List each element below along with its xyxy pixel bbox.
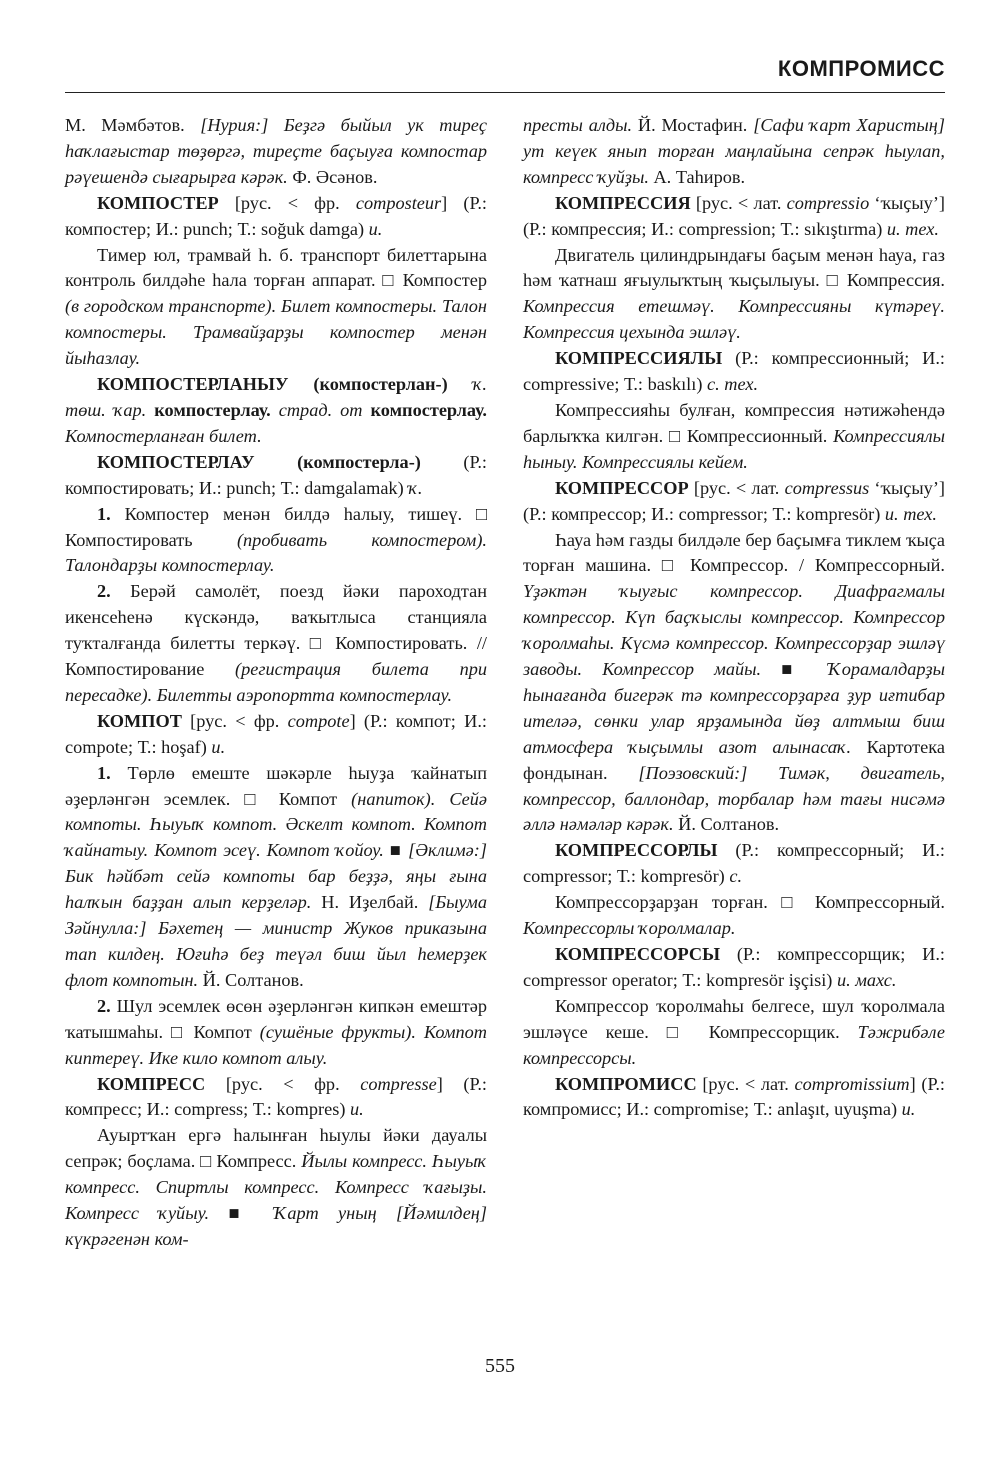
entry-paragraph: [65, 579, 487, 709]
text-run: (Р.: компостировать; И.: punch; Т.: damgalamak): [65, 451, 487, 498]
text-run: [рус. < лат.: [688, 477, 785, 498]
italic-text: compresse: [360, 1073, 437, 1094]
headword: КОМПРЕСС: [97, 1073, 206, 1094]
text-run: Компрессияһы булған, компрессия нәтижәһендә барлыҡҡа килгән. □ Компрессионный.: [523, 399, 945, 446]
headword: КОМПОСТЕР: [97, 192, 219, 213]
entry-paragraph: [523, 243, 945, 347]
italic-text: Компрессия етешмәү. Компрессияны күтәреү. Компрессия цехында эшләү.: [523, 296, 945, 343]
italic-text: ҡ.: [408, 477, 423, 498]
italic-text: Үҙәктән ҡыуғыс компрессор. Диафрагмалы компрессор. Күп баҫҡыслы компрессор. Компрессор ҡоролмаһы. Күсмә компрессор. Компрессорҙар эшләү заводы. Компрессор майы.: [523, 581, 945, 680]
italic-text: compressus: [784, 477, 870, 498]
text-run: ] (Р.: компот; И.: compote; Т.: hoşaf): [65, 710, 487, 757]
italic-text: престы алды.: [523, 115, 633, 135]
entry-paragraph: [523, 346, 945, 398]
text-run: М. Мәмбәтов.: [65, 115, 201, 135]
italic-text: Компрессиялы һыныу. Компрессиялы кейем.: [523, 425, 945, 472]
text-run: ] (Р.: компостер; И.: punch; Т.: soğuk damga): [65, 192, 487, 239]
italic-text: compromissium: [794, 1073, 910, 1094]
italic-text: compote: [287, 710, 350, 731]
text-run: (Р.: компрессорный; И.: compressor; Т.: kompresör): [523, 840, 945, 887]
italic-text: Компрессорлы ҡоролмалар.: [523, 918, 736, 939]
italic-text: с.: [729, 866, 743, 887]
headword: 2.: [97, 995, 117, 1016]
italic-text: и.: [211, 736, 226, 757]
italic-text: [Нурия:] Беҙгә быйыл ук тиреҫ һаҡлағыстар төҙөргә, тиреҫте баҫыуға компостар рәүешендә сығарырға кәрәк.: [65, 115, 487, 187]
entry-paragraph: [523, 476, 945, 528]
text-run: Й. Солтанов.: [198, 969, 304, 990]
italic-text: и.: [349, 1099, 364, 1120]
entry-paragraph: [523, 528, 945, 839]
headword: КОМПОСТЕРЛАУ (компостерла-): [97, 451, 421, 472]
text-run: Й. Солтанов.: [673, 814, 780, 835]
italic-text: Тәжрибәле компрессорсы.: [523, 1021, 945, 1068]
entry-paragraph: [523, 994, 945, 1072]
text-run: [рус. < лат.: [696, 1073, 795, 1094]
text-run: [рус. < фр.: [218, 192, 356, 213]
text-run: [рус. < лат.: [690, 192, 787, 213]
italic-text: и. махс.: [836, 969, 897, 990]
italic-text: и. тех.: [884, 503, 937, 524]
italic-text: Ҡарт уның [Йәмилдең] күкрәгенән ком-: [65, 1203, 487, 1249]
italic-text: Йылы компресс. Һыуыҡ компресс. Спиртлы компресс. Компресс ҡағыҙы. Компресс ҡуйыу.: [65, 1151, 487, 1224]
text-run: Ф. Әсәнов.: [287, 166, 378, 187]
text-run: Ауыртҡан ергә һалынған һыулы йәки дауалы сепрәк; боҫлама. □ Компресс.: [65, 1125, 487, 1172]
italic-text: страд. от: [278, 399, 371, 420]
headword: 2.: [97, 581, 131, 602]
text-run: Н. Иҙелбай.: [311, 892, 429, 913]
headword: КОМПРЕССОРСЫ: [555, 944, 721, 964]
headword: 1.: [97, 503, 125, 524]
text-run: ] (Р.: компресс; И.: compress; Т.: kompres): [65, 1073, 487, 1120]
italic-text: (сушёные фрукты). Компот киптереү. Ике кило компот алыу.: [65, 1021, 487, 1068]
entry-paragraph: [65, 761, 487, 994]
text-run: А. Таһиров.: [648, 166, 746, 187]
example-marker-icon: ■: [781, 659, 829, 680]
entry-paragraph: [523, 191, 945, 243]
italic-text: и. тех.: [886, 218, 939, 239]
headword: компостерлау.: [154, 399, 279, 420]
italic-text: ҡ. төш. ҡар.: [65, 374, 487, 420]
italic-text: и.: [901, 1099, 916, 1120]
text-run: Тимер юл, трамвай һ. б. транспорт билеттарына контроль билдәһе һала торған аппарат. □ Компостер: [65, 244, 487, 291]
text-run: [рус. < фр.: [181, 710, 288, 731]
example-marker-icon: ■: [228, 1203, 274, 1224]
italic-text: [Поэзовский:] Тимәк, двигатель, компрессор, баллондар, торбалар һәм тағы нисәмә әллә нәмәләр кәрәк.: [523, 762, 945, 835]
text-run: Компрессор ҡоролмаһы белгесе, шул ҡоролмала эшләүсе кеше. □ Компрессорщик.: [523, 995, 945, 1042]
text-run: Төрлө емеште шәкәрле һыуҙа ҡайнатып әҙерләнгән эсемлек. □ Компот: [65, 762, 488, 809]
italic-text: и.: [368, 218, 383, 239]
page-number: 555: [485, 1355, 515, 1377]
text-run: Берәй самолёт, поезд йәки пароходтан икенсеһенә күскәндә, ваҡытлыса станцияла туҡталғанда билетты теркәү. □ Компостировать. // Компостирование: [65, 581, 488, 680]
italic-text: с. тех.: [707, 374, 759, 395]
page-header: [65, 56, 945, 93]
entry-paragraph: [65, 1123, 487, 1253]
headword: 1.: [97, 762, 128, 783]
italic-text: (регистрация билета при пересадке). Билетты аэропортта компостерлау.: [65, 659, 487, 705]
entry-paragraph: [523, 1072, 945, 1124]
headword: КОМПРЕССОР: [555, 477, 689, 498]
text-run: Й. Мостафин.: [632, 115, 754, 135]
entry-paragraph: [523, 838, 945, 890]
text-run: Картотека фондынан.: [523, 736, 946, 783]
italic-text: compressio: [786, 192, 870, 213]
text-run: Компостер менән билдә һалыу, тишеү. □ Компостировать: [65, 503, 488, 550]
example-marker-icon: ■: [389, 840, 409, 861]
entry-paragraph: [523, 398, 945, 476]
italic-text: (в городском транспорте). Билет компостеры. Талон компостеры. Трамвайҙарҙы компостер менән йыһазлау.: [65, 296, 487, 369]
headword: КОМПОСТЕРЛАНЫУ (компостерлан-): [97, 374, 473, 395]
text-run: (Р.: компрессионный; И.: compressive; Т.: baskılı): [523, 348, 945, 395]
text-run: Һауа һәм газды билдәле бер баҫымға тиклем ҡыҫа торған машина. □ Компрессор. / Компрессорный.: [523, 529, 945, 576]
headword: КОМПРЕССОРЛЫ: [555, 840, 718, 861]
entry-paragraph: [65, 372, 487, 450]
italic-text: [Сафи ҡарт Харистың] ут кеүек янып торған маңлайына сепрәк һыулап, компресс ҡуйҙы.: [523, 115, 945, 187]
entry-paragraph: [65, 502, 487, 580]
text-run: (Р.: компрессорщик; И.: compressor operator; Т.: kompresör işçisi): [523, 944, 945, 990]
entry-paragraph: [65, 994, 487, 1072]
left-column: [65, 113, 487, 1253]
entry-paragraph: [523, 890, 945, 942]
italic-text: Компостерланған билет.: [65, 425, 262, 446]
text-run: ‘ҡыҫыу’] (Р.: компрессор; И.: compressor; Т.: kompresör): [523, 477, 945, 524]
headword: КОМПРОМИСС: [555, 1073, 697, 1094]
text-run: Компрессорҙарҙан торған. □ Компрессорный.: [555, 892, 945, 913]
entry-paragraph: [65, 1072, 487, 1124]
italic-text: (пробивать компостером). Талондарҙы компостерлау.: [65, 529, 488, 576]
italic-text: Ҡорамалдарҙы һынағанда бигерәк тә компрессорҙарға ҙур иғтибар ителәә, сөнки улар ярҙамында йөҙ алтмыш биш атмосфера ҡыҫымлы азот алынасаҡ.: [523, 659, 945, 757]
text-run: ‘ҡыҫыу’] (Р.: компрессия; И.: compression; Т.: sıkıştırma): [523, 192, 945, 239]
running-head: КОМПРОМИСС: [777, 56, 945, 81]
entry-paragraph: [65, 709, 487, 761]
italic-text: [Әклимә:] Бик һәйбәт сейә компоты бар беҙҙә, яңы ғына һалҡын баҙҙан алып керҙеләр.: [65, 840, 487, 913]
headword: КОМПРЕССИЯЛЫ: [555, 348, 723, 369]
entry-paragraph: [523, 113, 945, 191]
text-run: Двигатель цилиндрындағы баҫым менән һауа, газ һәм ҡатнаш яғыулыҡтың ҡыҫылыуы. □ Компрессия.: [523, 244, 945, 291]
italic-text: (напиток). Сейә компоты. Һыуыҡ компот. Әскелт компот. Компот ҡайнатыу. Компот эсеү. Компот ҡойоу.: [65, 788, 488, 861]
headword: компостерлау.: [370, 399, 487, 420]
right-column: [523, 113, 945, 1123]
entry-paragraph: [65, 191, 487, 243]
italic-text: [Быума Зәйнулла:] Бәхетең — министр Жуков приказына тап килдең. Юғиһә беҙ теүәл биш йыл һемерҙек флот компотын.: [65, 892, 487, 990]
entry-paragraph: [523, 942, 945, 994]
entry-paragraph: [65, 243, 487, 373]
text-run: Шул эсемлек өсөн әҙерләнгән кипкән емештәр ҡатышмаһы. □ Компот: [65, 995, 487, 1042]
text-run: ] (Р.: компромисс; И.: compromise; Т.: anlaşıt, uyuşma): [523, 1073, 945, 1120]
headword: КОМПОТ: [97, 710, 182, 731]
headword: КОМПРЕССИЯ: [555, 192, 691, 213]
entry-paragraph: [65, 113, 487, 191]
entry-paragraph: [65, 450, 487, 502]
italic-text: composteur: [355, 192, 442, 213]
text-run: [рус. < фр.: [205, 1073, 361, 1094]
